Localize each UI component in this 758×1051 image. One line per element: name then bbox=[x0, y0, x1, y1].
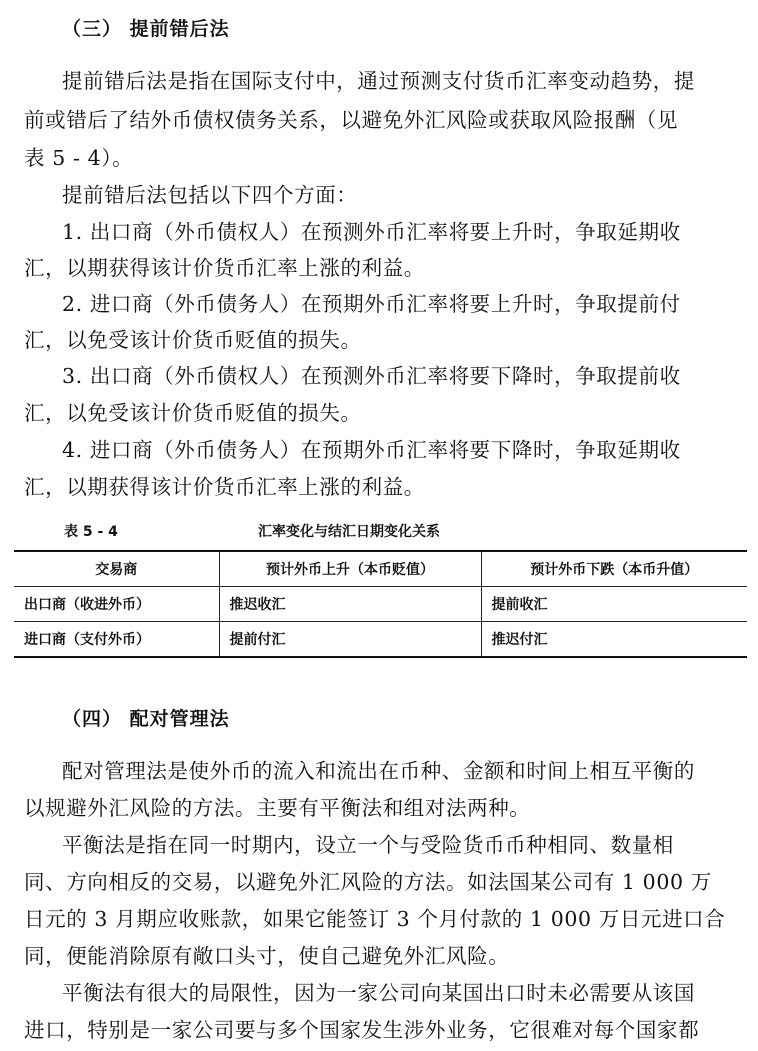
paragraph-line: 提前错后法包括以下四个方面： bbox=[62, 183, 358, 207]
section-heading-3: （三） 提前错后法 bbox=[62, 18, 230, 40]
table-row bbox=[14, 622, 747, 658]
list-item-line: 汇，以期获得该计价货币汇率上涨的利益。 bbox=[24, 256, 425, 280]
list-item-line: 汇，以免受该计价货币贬值的损失。 bbox=[24, 401, 362, 425]
list-item-line: 汇，以期获得该计价货币汇率上涨的利益。 bbox=[24, 475, 425, 499]
table-cell: 提前付汇 bbox=[219, 622, 481, 658]
paragraph-line: 平衡法是指在同一时期内，设立一个与受险货币币种相同、数量相 bbox=[62, 833, 674, 857]
paragraph-line: 同、方向相反的交易，以避免外汇风险的方法。如法国某公司有 1 000 万 bbox=[24, 870, 712, 894]
table-cell: 提前收汇 bbox=[481, 587, 747, 622]
table-header-cell: 预计外币下跌（本币升值） bbox=[481, 551, 747, 587]
list-item-line: 3. 出口商（外币债权人）在预测外币汇率将要下降时，争取提前收 bbox=[62, 364, 681, 388]
table-caption-title: 汇率变化与结汇日期变化关系 bbox=[258, 524, 440, 540]
exchange-rate-table bbox=[14, 550, 747, 658]
list-item-line: 4. 进口商（外币债务人）在预期外币汇率将要下降时，争取延期收 bbox=[62, 438, 681, 462]
paragraph-line: 进口，特别是一家公司要与多个国家发生涉外业务，它很难对每个国家都 bbox=[24, 1018, 700, 1042]
section-heading-4: （四） 配对管理法 bbox=[62, 708, 230, 730]
paragraph-line: 表 5 - 4）。 bbox=[24, 146, 134, 170]
table-caption-number: 表 5 - 4 bbox=[64, 524, 118, 540]
table-cell: 出口商（收进外币） bbox=[14, 587, 219, 622]
table-header-cell: 交易商 bbox=[14, 551, 219, 587]
paragraph-line: 平衡法有很大的局限性，因为一家公司向某国出口时未必需要从该国 bbox=[62, 981, 695, 1005]
paragraph-line: 以规避外汇风险的方法。主要有平衡法和组对法两种。 bbox=[24, 796, 531, 820]
list-item-line: 1. 出口商（外币债权人）在预测外币汇率将要上升时，争取延期收 bbox=[62, 220, 681, 244]
list-item-line: 汇，以免受该计价货币贬值的损失。 bbox=[24, 328, 362, 352]
paragraph-line: 配对管理法是使外币的流入和流出在币种、金额和时间上相互平衡的 bbox=[62, 759, 695, 783]
paragraph-line: 前或错后了结外币债权债务关系，以避免外汇风险或获取风险报酬（见 bbox=[24, 108, 679, 132]
paragraph-line: 日元的 3 月期应收账款，如果它能签订 3 个月付款的 1 000 万日元进口合 bbox=[24, 907, 726, 931]
paragraph-line: 同，便能消除原有敞口头寸，使自己避免外汇风险。 bbox=[24, 944, 510, 968]
table-header-row bbox=[14, 551, 747, 587]
paragraph-line: 提前错后法是指在国际支付中，通过预测支付货币汇率变动趋势，提 bbox=[62, 69, 695, 93]
table-row bbox=[14, 587, 747, 622]
list-item-line: 2. 进口商（外币债务人）在预期外币汇率将要上升时，争取提前付 bbox=[62, 292, 681, 316]
table-cell: 推迟付汇 bbox=[481, 622, 747, 658]
table-cell: 进口商（支付外币） bbox=[14, 622, 219, 658]
table-header-cell: 预计外币上升（本币贬值） bbox=[219, 551, 481, 587]
table-cell: 推迟收汇 bbox=[219, 587, 481, 622]
